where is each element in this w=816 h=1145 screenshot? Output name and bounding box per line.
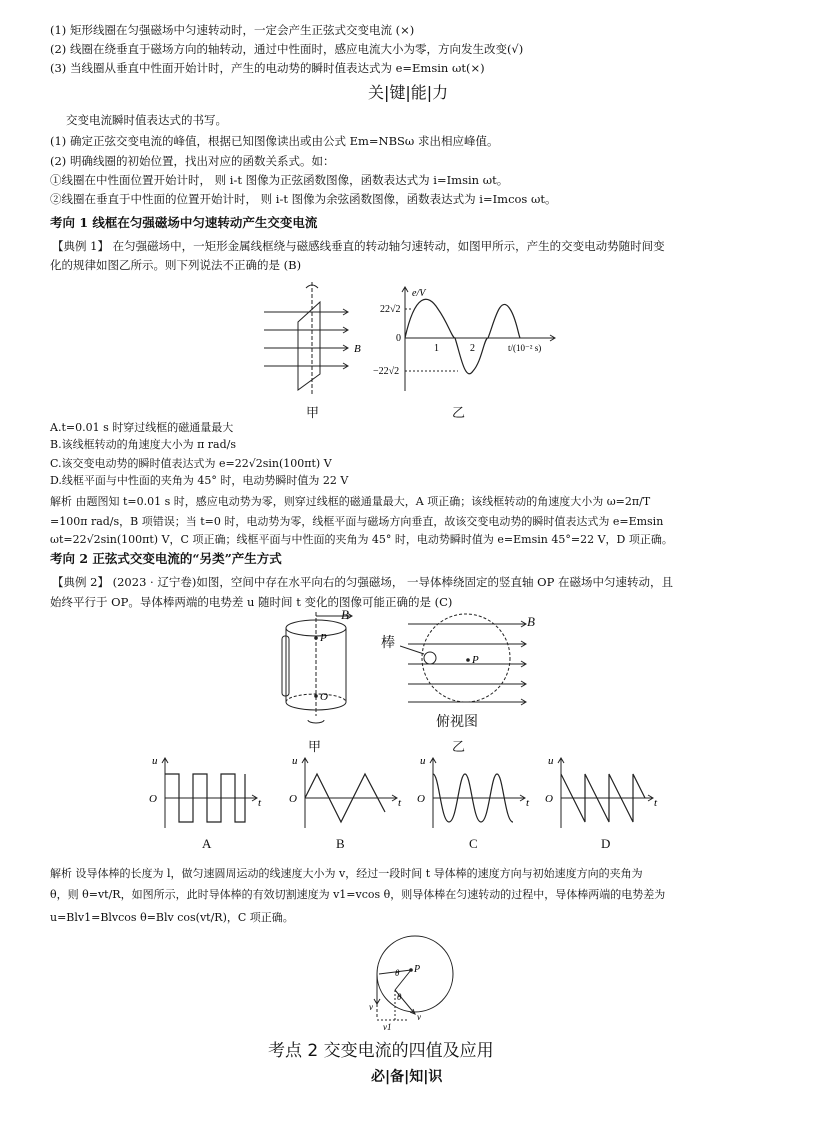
fig1-label-B: B: [354, 343, 361, 355]
fig2-label-O: O: [320, 691, 328, 703]
example1-line-1: 【典例 1】 在匀强磁场中，一矩形金属线框绕与磁感线垂直的转动轴匀速转动，如图甲所示，产生的交变电动势随时间变: [52, 239, 665, 253]
figure3-velocity-diagram: [365, 932, 465, 1032]
example2-analysis-2: θ，则 θ=vt/R，如图所示，此时导体棒的有效切割速度为 v1=vcos θ，则导体棒在匀速转动的过程中，导体棒两端的电势差为: [50, 888, 666, 901]
figure1-coil: [262, 278, 372, 400]
choice-label-C: C: [469, 836, 478, 851]
fig2-top-label-P: P: [472, 654, 479, 666]
example1-analysis-1: 解析 由题图知 t=0.01 s 时，感应电动势为零，则穿过线框的磁通量最大，A 项正确；该线框转动的角速度大小为 ω=2π/T: [50, 495, 651, 508]
example2-analysis-1: 解析 设导体棒的长度为 l，做匀速圆周运动的线速度大小为 v，经过一段时间 t 导体棒的速度方向与初始速度方向的夹角为: [50, 867, 643, 880]
fig2-axis-u-D: u: [548, 756, 554, 767]
fig2-axis-t-A: t: [258, 797, 262, 809]
fig3-label-theta-1: θ: [395, 968, 400, 978]
figure2-top-view: [400, 612, 530, 708]
fig2-label-view: 俯视图: [436, 715, 478, 730]
fig2-label-jia: 甲: [308, 739, 322, 754]
fig3-label-v-right: v: [417, 1012, 421, 1022]
example2-line-1: 【典例 2】 (2023 · 辽宁卷)如图，空间中存在水平向右的匀强磁场， 一导体棒绕固定的竖直轴 OP 在磁场中匀速转动，且: [52, 575, 673, 589]
choice-label-A: A: [202, 836, 212, 851]
fig2-label-B-left: B: [341, 607, 349, 622]
fig1-x-unit: t/(10⁻² s): [508, 343, 542, 353]
intro-line-2: (2) 明确线圈的初始位置，找出对应的函数关系式。如：: [50, 154, 335, 168]
fig1-x-1: 1: [434, 343, 439, 354]
section-key-ability: 关|键|能|力: [368, 83, 449, 102]
fig2-axis-O-B: O: [289, 793, 297, 805]
example1-option-D: D.线框平面与中性面的夹角为 45° 时，电动势瞬时值为 22 V: [50, 474, 349, 487]
fig1-y-unit: e/V: [412, 288, 426, 299]
section-2-title: 考点 2 交变电流的四值及应用: [268, 1041, 494, 1061]
judge-line-2: (2) 线圈在绕垂直于磁场方向的轴转动，通过中性面时，感应电流大小为零，方向发生改变(√): [50, 42, 524, 56]
fig1-y-zero: 0: [396, 333, 401, 344]
example1-option-C: C.该交变电动势的瞬时值表达式为 e=22√2sin(100πt) V: [50, 457, 332, 470]
fig2-label-B-right: B: [527, 614, 535, 629]
fig1-y-top: 22√2: [380, 304, 401, 315]
judge-line-3: (3) 当线圈从垂直中性面开始计时，产生的电动势的瞬时值表达式为 e=Emsin ωt(×): [50, 61, 485, 75]
example2-analysis-3: u=Blv1=Blvcos θ=Blv cos(vt/R)，C 项正确。: [50, 911, 294, 924]
intro-line-1: (1) 确定正弦交变电流的峰值，根据已知图像读出或由公式 Em=NBSω 求出相应峰值。: [50, 134, 499, 148]
direction-2-title: 考向 2 正弦式交变电流的“另类”产生方式: [50, 551, 282, 566]
intro-line-4: ②线圈在垂直于中性面的位置开始计时， 则 i-t 图像为余弦函数图像，函数表达式为 i=Imcos ωt。: [50, 192, 557, 206]
example1-analysis-3: ωt=22√2sin(100πt) V，C 项正确；线框平面与中性面的夹角为 45° 时，电动势瞬时值为 e=Emsin 45°=22 V，D 项正确。: [50, 533, 673, 546]
fig2-axis-O-C: O: [417, 793, 425, 805]
example1-option-A: A.t=0.01 s 时穿过线框的磁通量最大: [50, 421, 234, 434]
example2-line-2: 始终平行于 OP。导体棒两端的电势差 u 随时间 t 变化的图像可能正确的是 (C): [50, 595, 453, 609]
fig3-label-theta-2: θ: [397, 992, 402, 1002]
choice-label-B: B: [336, 836, 345, 851]
fig3-label-v-left: v: [369, 1002, 373, 1012]
figure2-choice-graphs: [145, 756, 745, 836]
intro-line-0: 交变电流瞬时值表达式的书写。: [66, 113, 227, 127]
fig2-axis-u-A: u: [152, 756, 158, 767]
fig2-axis-t-D: t: [654, 797, 658, 809]
fig2-axis-t-B: t: [398, 797, 402, 809]
fig2-axis-u-C: u: [420, 756, 426, 767]
fig2-label-yi: 乙: [452, 739, 466, 754]
figure2-cylinder: [268, 610, 360, 740]
fig3-label-v1: v1: [383, 1022, 392, 1032]
fig2-axis-O-D: O: [545, 793, 553, 805]
fig1-y-bottom: −22√2: [373, 366, 400, 377]
section-2-subtitle: 必|备|知|识: [371, 1069, 443, 1085]
example1-analysis-2: =100π rad/s，B 项错误；当 t=0 时，电动势为零，线框平面与磁场方向垂直，故该交变电动势的瞬时值表达式为 e=Emsin: [50, 515, 664, 528]
fig1-label-yi: 乙: [452, 405, 466, 420]
fig2-label-P: P: [320, 632, 327, 644]
fig1-x-2: 2: [470, 343, 475, 354]
example1-option-B: B.该线框转动的角速度大小为 π rad/s: [50, 438, 237, 451]
fig2-axis-u-B: u: [292, 756, 298, 767]
fig1-label-jia: 甲: [306, 405, 320, 420]
figure1-sine-graph: [370, 283, 562, 393]
fig2-axis-t-C: t: [526, 797, 530, 809]
fig2-label-bang: 棒: [381, 636, 395, 651]
direction-1-title: 考向 1 线框在匀强磁场中匀速转动产生交变电流: [50, 215, 318, 230]
intro-line-3: ①线圈在中性面位置开始计时， 则 i-t 图像为正弦函数图像，函数表达式为 i=Imsin ωt。: [50, 173, 509, 187]
choice-label-D: D: [601, 836, 611, 851]
fig2-axis-O-A: O: [149, 793, 157, 805]
judge-line-1: (1) 矩形线圈在匀强磁场中匀速转动时，一定会产生正弦式交变电流 (×): [50, 23, 415, 37]
example1-line-2: 化的规律如图乙所示。则下列说法不正确的是 (B): [50, 258, 302, 272]
fig3-label-P: P: [414, 964, 421, 975]
